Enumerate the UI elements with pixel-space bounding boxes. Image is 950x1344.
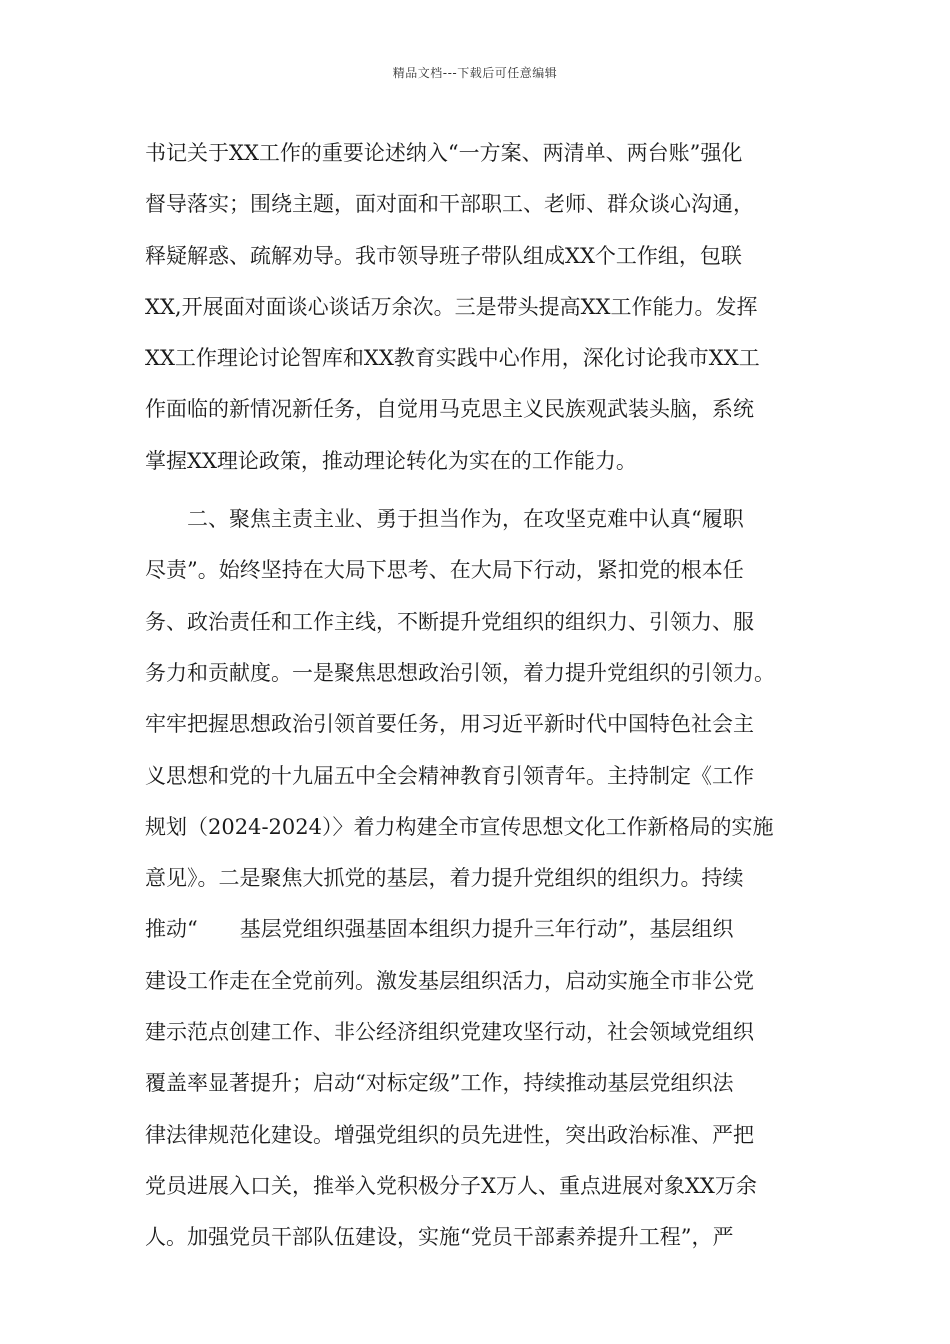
text-line: 务、政治责任和工作主线，不断提升党组织的组织力、引领力、服 — [145, 609, 754, 634]
text-line: XX工作理论讨论智库和XX教育实践中心作用，深化讨论我市XX工 — [145, 346, 760, 371]
text-line: 律法律规范化建设。增强党组织的员先进性，突出政治标准、严把 — [145, 1122, 754, 1147]
document-body — [145, 128, 825, 1264]
paragraph-1 — [145, 128, 825, 487]
text-line: 党员进展入口关，推举入党积极分子X万人、重点进展对象XX万余 — [145, 1173, 757, 1198]
paragraph-gap — [145, 487, 825, 494]
text-line: XX,开展面对面谈心谈话万余次。三是带头提高XX工作能力。发挥 — [145, 294, 758, 319]
text-line: 作面临的新情况新任务，自觉用马克思主义民族观武装头脑，系统 — [145, 397, 754, 422]
text-line: 二、聚焦主责主业、勇于担当作为，在攻坚克难中认真“履职 — [145, 507, 744, 532]
text-line: 释疑解惑、疏解劝导。我市领导班子带队组成XX个工作组，包联 — [145, 243, 742, 268]
text-line: 人。加强党员干部队伍建设，实施“党员干部素养提升工程”，严 — [145, 1225, 734, 1250]
text-line: 尽责”。始终坚持在大局下思考、在大局下行动，紧扣党的根本任 — [145, 558, 744, 583]
text-line: 书记关于XX工作的重要论述纳入“一方案、两清单、两台账”强化 — [145, 141, 743, 165]
text-line: 务力和贡献度。一是聚焦思想政治引领，着力提升党组织的引领力。 — [145, 660, 775, 685]
text-line: 义思想和党的十九届五中全会精神教育引领青年。主持制定《工作 — [145, 763, 754, 788]
text-line: 督导落实；围绕主题，面对面和干部职工、老师、群众谈心沟通， — [145, 192, 754, 217]
text-line: 牢牢把握思想政治引领首要任务，用习近平新时代中国特色社会主 — [145, 712, 754, 737]
page-header: 精品文档---下载后可任意编辑 — [392, 66, 558, 80]
text-line: 建示范点创建工作、非公经济组织党建攻坚行动，社会领域党组织 — [145, 1020, 754, 1045]
text-line: 掌握XX理论政策，推动理论转化为实在的工作能力。 — [145, 448, 637, 473]
text-line: 规划（2024-2024）〉着力构建全市宣传思想文化工作新格局的实施 — [145, 814, 774, 839]
text-line: 意见》。二是聚焦大抓党的基层，着力提升党组织的组织力。持续 — [145, 866, 744, 891]
text-line: 推动“ 基层党组织强基固本组织力提升三年行动”，基层组织 — [145, 917, 734, 942]
paragraph-2 — [145, 494, 825, 1263]
text-line: 覆盖率显著提升；启动“对标定级”工作，持续推动基层党组织法 — [145, 1071, 734, 1096]
text-line: 建设工作走在全党前列。激发基层组织活力，启动实施全市非公党 — [145, 968, 754, 993]
